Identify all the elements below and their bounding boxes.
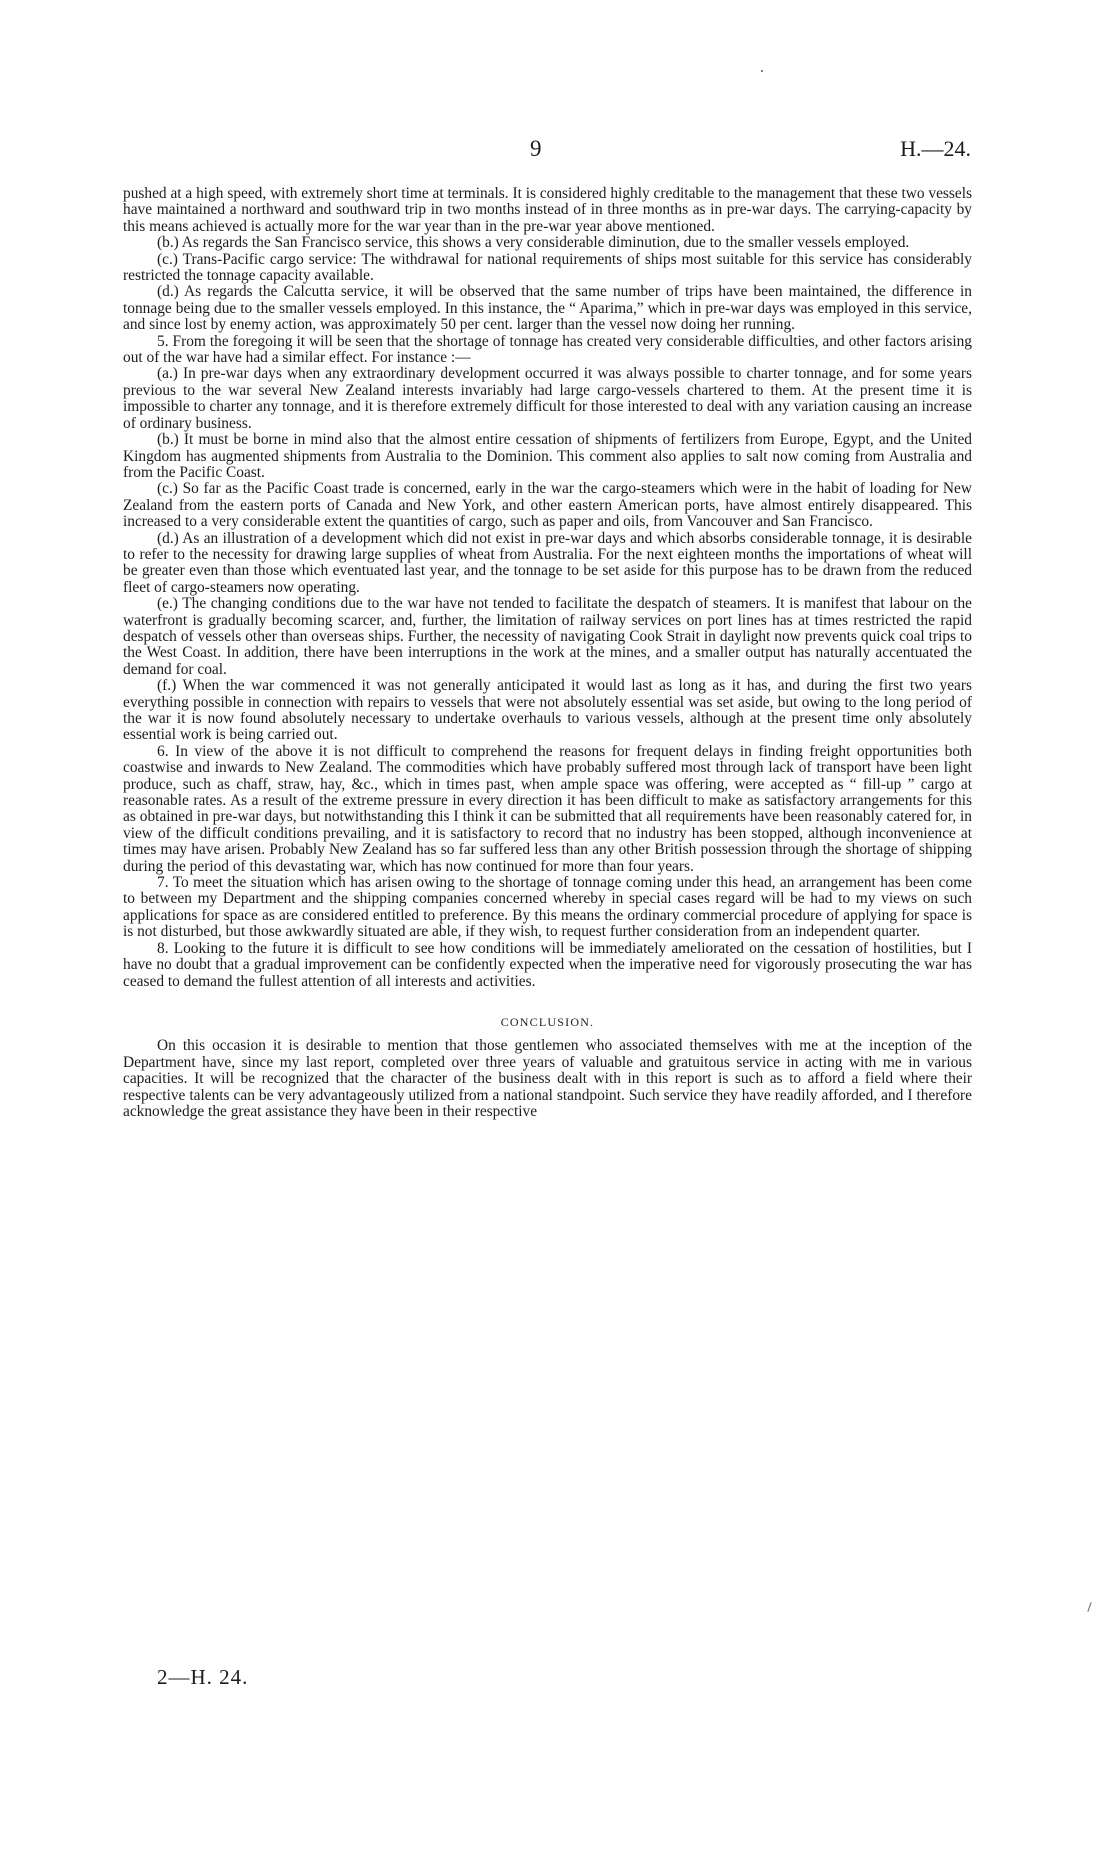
paragraph-5a: (a.) In pre-war days when any extraordinary development occurred it was always possible to charter tonnage, and for some years previous to the war several New Zealand interests invariably had large cargo-vessels chartered to them. At the present time it is impossible to charter any tonnage, and it is therefore extremely difficult for those interested to deal with any variation causing an increase of ordinary business. bbox=[123, 365, 972, 432]
conclusion-heading: CONCLUSION. bbox=[500, 1014, 595, 1029]
page-header bbox=[0, 136, 1114, 166]
page-number: 9 bbox=[530, 136, 542, 161]
paragraph-trans-pacific-cargo: (c.) Trans-Pacific cargo service: The withdrawal for national requirements of ships most suitable for this service has considerably restricted the tonnage capacity available. bbox=[123, 250, 972, 285]
paragraph-5c: (c.) So far as the Pacific Coast trade is concerned, early in the war the cargo-steamers which were in the habit of loading for New Zealand from the eastern ports of Canada and New York, and other eastern American ports, have almost entirely disappeared. This increased to a very considerable extent the quantities of cargo, such as paper and oils, from Vancouver and San Francisco. bbox=[123, 480, 972, 531]
paragraph-section-8: 8. Looking to the future it is difficult to see how conditions will be immediately ameliorated on the cessation of hostilities, but I have no doubt that a gradual improvement can be confidently expected when the imperative need for vigorously prosecuting the war has ceased to demand the fullest attention of all interests and activities. bbox=[123, 939, 972, 990]
signature-mark: 2—H. 24. bbox=[157, 1665, 249, 1689]
body-text bbox=[123, 186, 972, 1120]
paragraph-continuation: pushed at a high speed, with extremely short time at terminals. It is considered highly creditable to the management that these two vessels have maintained a northward and southward trip in two months instead of in three months as in pre-war days. The carrying-capacity by this means achieved is actually more for the war year than in the pre-war year above mentioned. bbox=[123, 185, 972, 235]
paragraph-5d: (d.) As an illustration of a development which did not exist in pre-war days and which absorbs considerable tonnage, it is desirable to refer to the necessity for drawing large supplies of wheat from Australia. For the next eighteen months the importations of wheat will be greater even than those which eventuated last year, and the tonnage to be set aside for this purpose has to be drawn from the reduced fleet of cargo-steamers now operating. bbox=[123, 529, 972, 596]
paragraph-5e: (e.) The changing conditions due to the war have not tended to facilitate the despatch of steamers. It is manifest that labour on the waterfront is gradually becoming scarcer, and, further, the limitation of railway services on port lines has at times restricted the rapid despatch of vessels other than overseas ships. Further, the necessity of navigating Cook Strait in daylight now prevents quick coal trips to the West Coast. In addition, there have been interruptions in the work at the mines, and a smaller output has naturally accentuated the demand for coal. bbox=[123, 595, 972, 678]
paragraph-san-francisco-service: (b.) As regards the San Francisco service, this shows a very considerable diminution, due to the smaller vessels employed. bbox=[157, 234, 910, 252]
paragraph-5f: (f.) When the war commenced it was not generally anticipated it would last as long as it has, and during the first two years everything possible in connection with repairs to vessels that were not absolutely essential was set aside, but owing to the long period of the war it is now found absolutely necessary to undertake overhauls to various vessels, although at the present time only absolutely essential work is being carried out. bbox=[123, 677, 972, 744]
paragraph-calcutta-service: (d.) As regards the Calcutta service, it will be observed that the same number of trips have been maintained, the difference in tonnage being due to the smaller vessels employed. In this instance, the “ Aparima,” which in pre-war days was employed in this service, and since lost by enemy action, was approximately 50 per cent. larger than the vessel now doing her running. bbox=[123, 283, 972, 334]
paragraph-5b: (b.) It must be borne in mind also that the almost entire cessation of shipments of fertilizers from Europe, Egypt, and the United Kingdom has augmented shipments from Australia to the Dominion. This comment also applies to salt now coming from Australia and from the Pacific Coast. bbox=[123, 431, 972, 481]
document-reference: H.—24. bbox=[900, 136, 971, 161]
scan-mark bbox=[1087, 1602, 1091, 1612]
paragraph-section-7: 7. To meet the situation which has arisen owing to the shortage of tonnage coming under this head, an arrangement has been come to between my Department and the shipping companies concerned whereby in special cases regard will be had to my views on such applications for space as are considered entitled to preference. By this means the ordinary commercial procedure of applying for space is is not disturbed, but those awkwardly situated are able, if they wish, to request further consideration from an independent quarter. bbox=[123, 874, 972, 941]
paragraph-conclusion: On this occasion it is desirable to mention that those gentlemen who associated themselves with me at the inception of the Department have, since my last report, completed over three years of valuable and gratuitous service in acting with me in various capacities. It will be recognized that the character of the business dealt with in this report is such as to afford a field where their respective talents can be very advantageously utilized from a national standpoint. Such service they have readily afforded, and I therefore acknowledge the great assistance they have been in their respective bbox=[123, 1037, 972, 1120]
paragraph-section-5: 5. From the foregoing it will be seen that the shortage of tonnage has created very considerable difficulties, and other factors arising out of the war have had a similar effect. For instance :— bbox=[123, 332, 972, 367]
paragraph-section-6: 6. In view of the above it is not difficult to comprehend the reasons for frequent delays in finding freight opportunities both coastwise and inwards to New Zealand. The commodities which have probably suffered most through lack of transport have been light produce, such as chaff, straw, hay, &c., which in times past, when ample space was offering, were accepted as “ fill-up ” cargo at reasonable rates. As a result of the extreme pressure in every direction it has been difficult to make as satisfactory arrangements for this as obtained in pre-war days, but notwithstanding this I think it can be submitted that all requirements have been reasonably catered for, in view of the difficult conditions prevailing, and it is satisfactory to record that no industry has been stopped, although inconvenience at times may have arisen. Probably New Zealand has so far suffered less than any other British possession through the shortage of shipping during the period of this devastating war, which has now continued for more than four years. bbox=[123, 742, 972, 875]
scan-speck bbox=[761, 70, 763, 72]
